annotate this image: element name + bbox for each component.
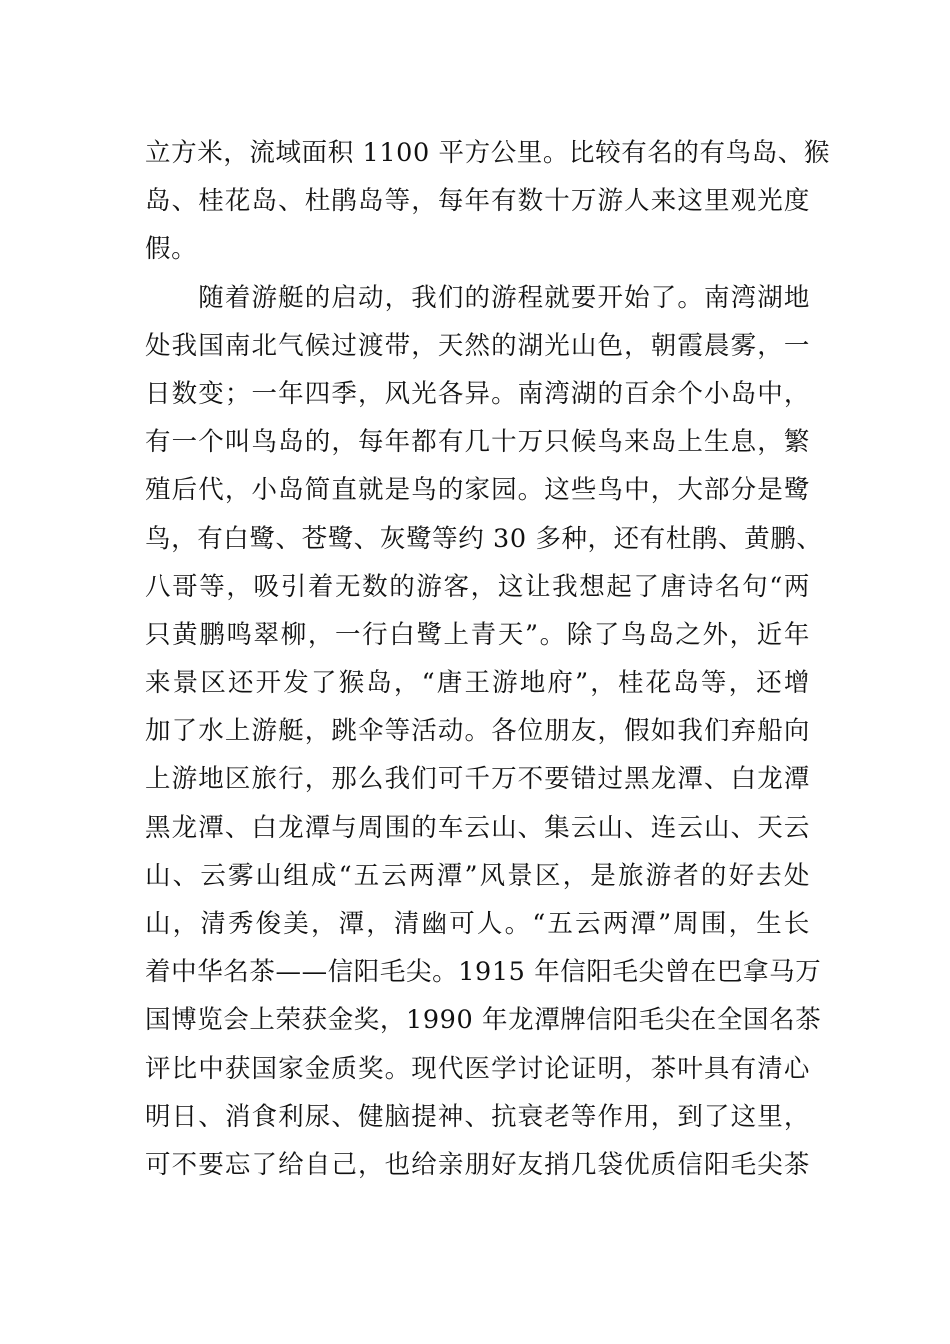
text-line: 山，清秀俊美，潭，清幽可人。“五云两潭”周围，生长 (145, 909, 810, 939)
text-line: 岛、桂花岛、杜鹃岛等，每年有数十万游人来这里观光度 (145, 186, 810, 217)
text-line: 假。 (145, 234, 198, 265)
text-line: 着中华名茶——信阳毛尖。1915 年信阳毛尖曾在巴拿马万 (145, 957, 822, 988)
text-line: 日数变；一年四季，风光各异。南湾湖的百余个小岛中， (145, 378, 810, 409)
text-line: 来景区还开发了猴岛，“唐王游地府”，桂花岛等，还增 (145, 668, 810, 699)
paragraph-first-line: 随着游艇的启动，我们的游程就要开始了。南湾湖地 (145, 282, 810, 313)
text-line: 黑龙潭、白龙潭与周围的车云山、集云山、连云山、天云 (145, 812, 810, 843)
text-line: 八哥等，吸引着无数的游客，这让我想起了唐诗名句“两 (145, 571, 810, 602)
text-line: 只黄鹏鸣翠柳，一行白鹭上青天”。除了鸟岛之外，近年 (145, 619, 810, 650)
text-line: 处我国南北气候过渡带，天然的湖光山色，朝霞晨雾，一 (145, 330, 810, 361)
text-line: 山、云雾山组成“五云两潭”风景区，是旅游者的好去处 (145, 860, 810, 891)
text-line: 可不要忘了给自己，也给亲朋好友捎几袋优质信阳毛尖茶 (145, 1149, 810, 1180)
text-line: 上游地区旅行，那么我们可千万不要错过黑龙潭、白龙潭 (145, 764, 810, 795)
text-line: 立方米，流域面积 1100 平方公里。比较有名的有鸟岛、猴 (145, 138, 831, 168)
text-line: 加了水上游艇，跳伞等活动。各位朋友，假如我们弃船向 (145, 716, 810, 747)
text-line: 有一个叫鸟岛的，每年都有几十万只候鸟来岛上生息，繁 (145, 427, 810, 458)
text-line: 殖后代，小岛简直就是鸟的家园。这些鸟中，大部分是鹭 (145, 475, 810, 506)
text-line: 鸟，有白鹭、苍鹭、灰鹭等约 30 多种，还有杜鹃、黄鹏、 (145, 523, 823, 554)
text-line: 评比中获国家金质奖。现代医学讨论证明，茶叶具有清心 (145, 1053, 810, 1084)
body-text (145, 129, 831, 1189)
text-line: 国博览会上荣获金奖，1990 年龙潭牌信阳毛尖在全国名茶 (145, 1005, 822, 1036)
text-line: 明日、消食利尿、健脑提神、抗衰老等作用，到了这里， (145, 1101, 810, 1132)
